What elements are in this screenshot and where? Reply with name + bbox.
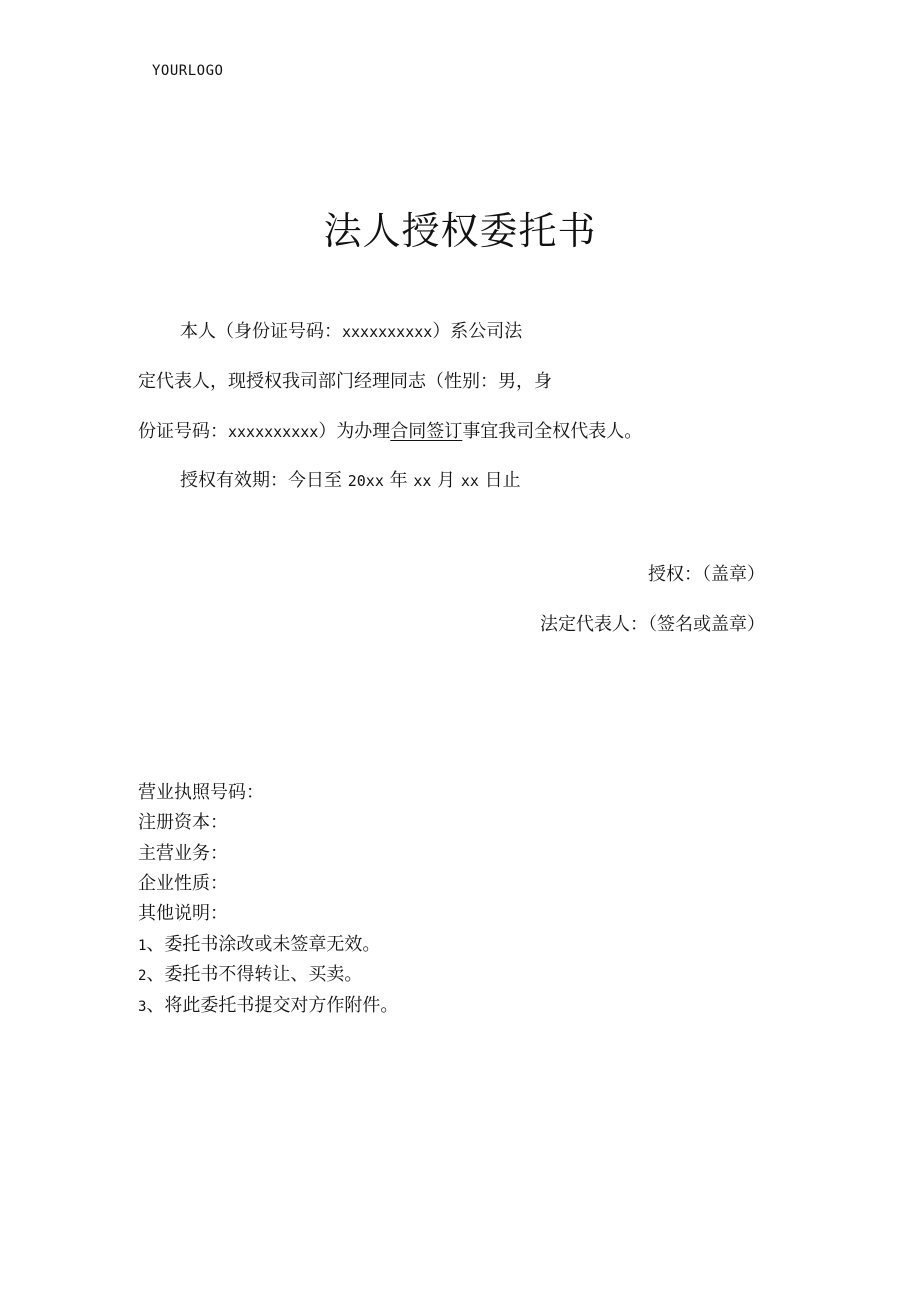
agent-id-number-placeholder: xxxxxxxxxx xyxy=(228,423,319,441)
authorizer-seal-line: 授权：（盖章） xyxy=(648,564,765,585)
note-number: 1 xyxy=(138,938,147,954)
validity-month: xx xyxy=(413,472,432,490)
line3-suffix: 事宜我司全权代表人。 xyxy=(462,421,643,442)
info-business-license: 营业执照号码： xyxy=(138,782,264,803)
line1-suffix: ）系公司法 xyxy=(432,321,523,342)
info-registered-capital: 注册资本： xyxy=(138,812,228,833)
note-text: 、委托书不得转让、买卖。 xyxy=(146,964,363,985)
note-item xyxy=(138,933,380,958)
note-number: 2 xyxy=(138,968,147,984)
line1-prefix: 本人（身份证号码： xyxy=(180,321,342,342)
validity-day: xx xyxy=(460,472,479,490)
validity-year-unit: 年 xyxy=(383,470,414,491)
id-number-placeholder: xxxxxxxxxx xyxy=(342,323,433,341)
validity-period-line xyxy=(180,469,521,493)
validity-year: 20xx xyxy=(347,472,384,490)
note-number: 3 xyxy=(138,999,147,1015)
note-item xyxy=(138,963,362,988)
note-text: 、委托书涂改或未签章无效。 xyxy=(146,934,381,955)
note-item xyxy=(138,994,398,1019)
line3-mid: ）为办理 xyxy=(318,421,391,442)
authorization-paragraph-line-1 xyxy=(180,320,522,344)
validity-month-unit: 月 xyxy=(431,470,461,491)
info-other-notes: 其他说明： xyxy=(138,903,228,924)
authorization-paragraph-line-2: 定代表人，现授权我司部门经理同志（性别：男，身 xyxy=(138,371,552,392)
legal-rep-signature-line: 法定代表人：（签名或盖章） xyxy=(540,614,765,635)
document-title: 法人授权委托书 xyxy=(323,209,597,253)
authorization-paragraph-line-3 xyxy=(138,420,642,444)
matter-underlined: 合同签订 xyxy=(390,421,463,442)
note-text: 、将此委托书提交对方作附件。 xyxy=(146,995,399,1016)
validity-day-unit: 日止 xyxy=(478,470,521,491)
company-logo-text: YOURLOGO xyxy=(152,63,224,79)
line3-prefix: 份证号码： xyxy=(138,421,228,442)
validity-prefix: 授权有效期：今日至 xyxy=(180,470,348,491)
info-enterprise-nature: 企业性质： xyxy=(138,873,228,894)
info-main-business: 主营业务： xyxy=(138,843,228,864)
